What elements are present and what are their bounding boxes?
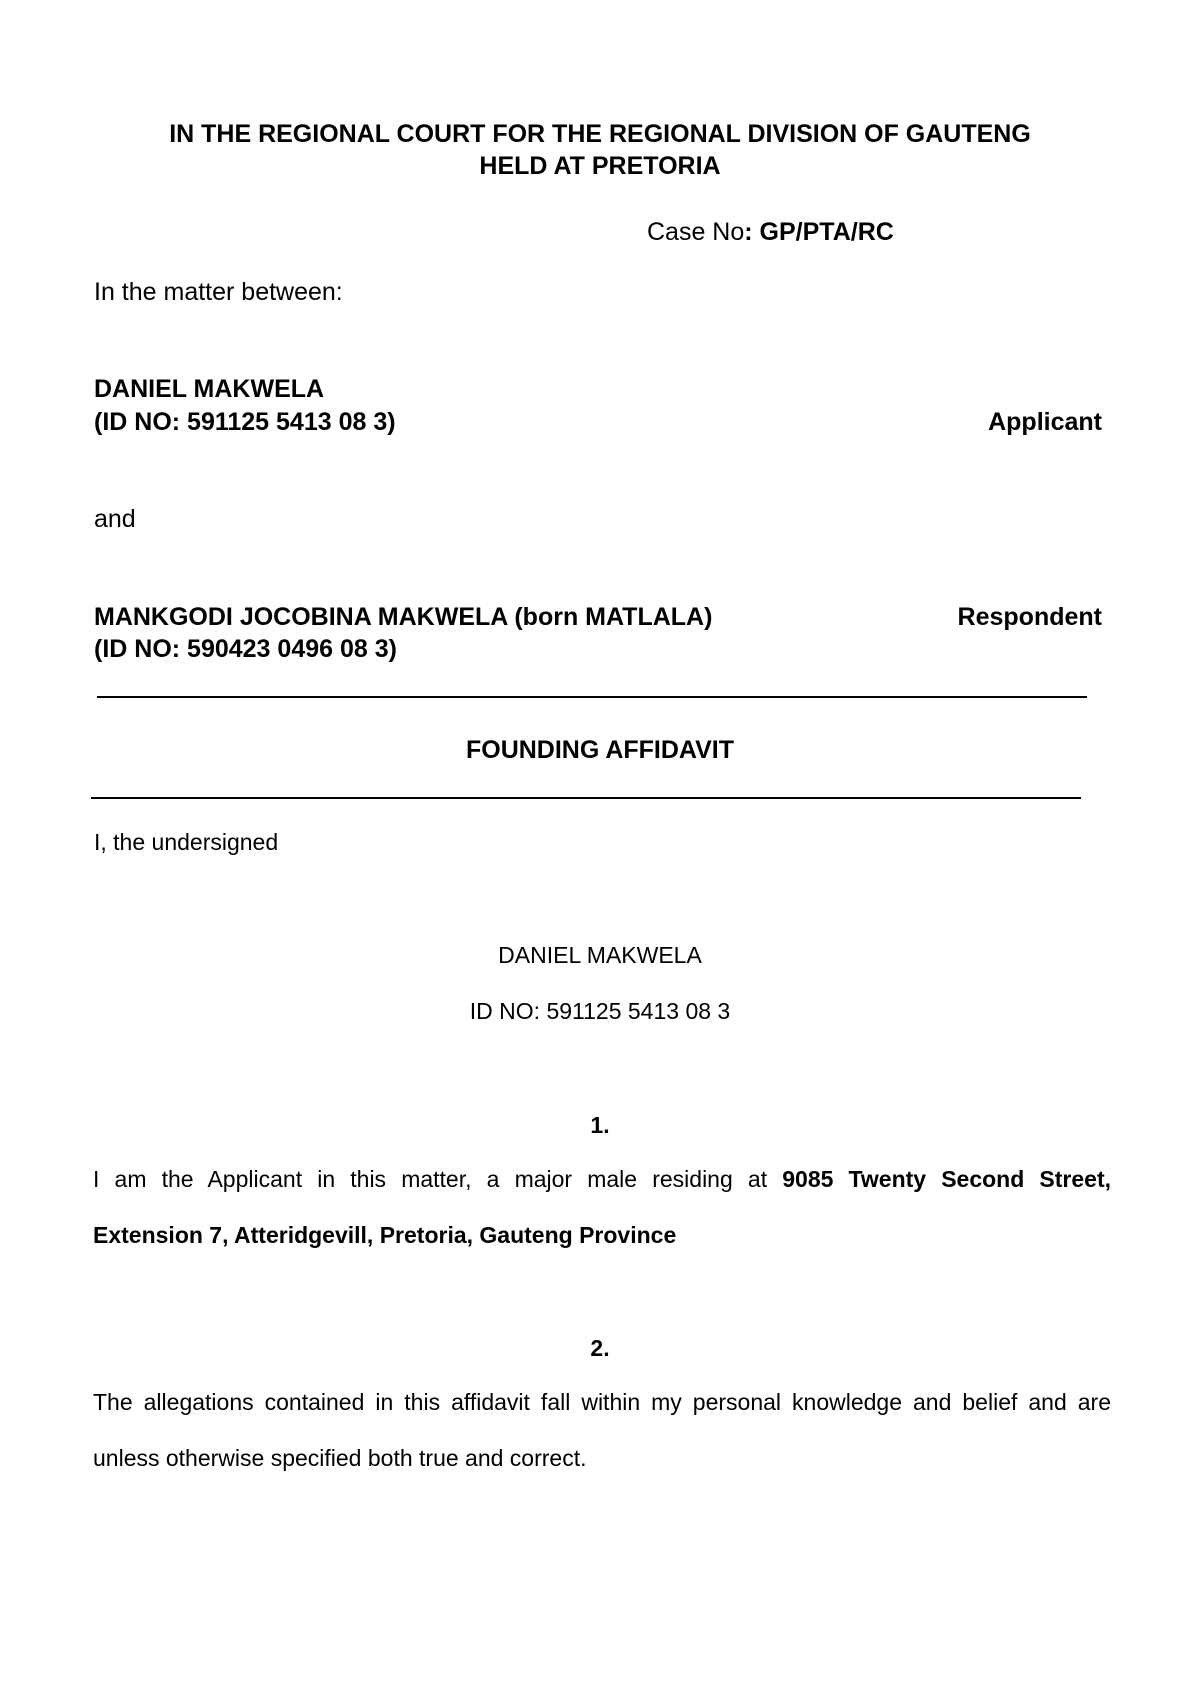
deponent-name: DANIEL MAKWELA <box>498 942 702 968</box>
and-separator: and <box>94 505 136 533</box>
paragraph-2 <box>93 1374 1111 1486</box>
title-top-rule <box>97 696 1087 698</box>
paragraph-1-address-part-2: Extension 7, Atteridgevill, Pretoria, Gauteng Province <box>93 1222 677 1248</box>
paragraph-number-2: 2. <box>590 1335 610 1361</box>
applicant-id: (ID NO: 591125 5413 08 3) <box>94 408 396 436</box>
applicant-role: Applicant <box>988 408 1102 436</box>
respondent-id: (ID NO: 590423 0496 08 3) <box>94 635 397 663</box>
respondent-role: Respondent <box>957 603 1102 631</box>
document-title: FOUNDING AFFIDAVIT <box>465 736 735 764</box>
court-heading-line2: HELD AT PRETORIA <box>479 152 721 180</box>
deponent-id: ID NO: 591125 5413 08 3 <box>469 998 731 1024</box>
paragraph-1-text: I am the Applicant in this matter, a major male residing at <box>93 1166 783 1192</box>
respondent-name: MANKGODI JOCOBINA MAKWELA (born MATLALA) <box>94 603 713 631</box>
paragraph-1-line-1 <box>93 1151 1111 1207</box>
court-heading-line1: IN THE REGIONAL COURT FOR THE REGIONAL DIVISION OF GAUTENG <box>169 120 1031 148</box>
case-number <box>647 216 894 248</box>
paragraph-1 <box>93 1151 1111 1263</box>
paragraph-2-line-1: The allegations contained in this affidavit fall within my personal knowledge and belief and are <box>93 1389 1111 1415</box>
paragraph-2-line-2: unless otherwise specified both true and correct. <box>93 1445 587 1471</box>
title-bottom-rule <box>91 797 1081 799</box>
applicant-name: DANIEL MAKWELA <box>94 375 325 403</box>
case-number-value: : GP/PTA/RC <box>744 218 894 246</box>
case-number-label: Case No <box>647 218 745 246</box>
paragraph-1-address-part-1: 9085 Twenty Second Street, <box>782 1166 1111 1192</box>
matter-between-label: In the matter between: <box>94 278 343 306</box>
deponent-intro: I, the undersigned <box>94 829 279 855</box>
paragraph-number-1: 1. <box>590 1112 610 1138</box>
